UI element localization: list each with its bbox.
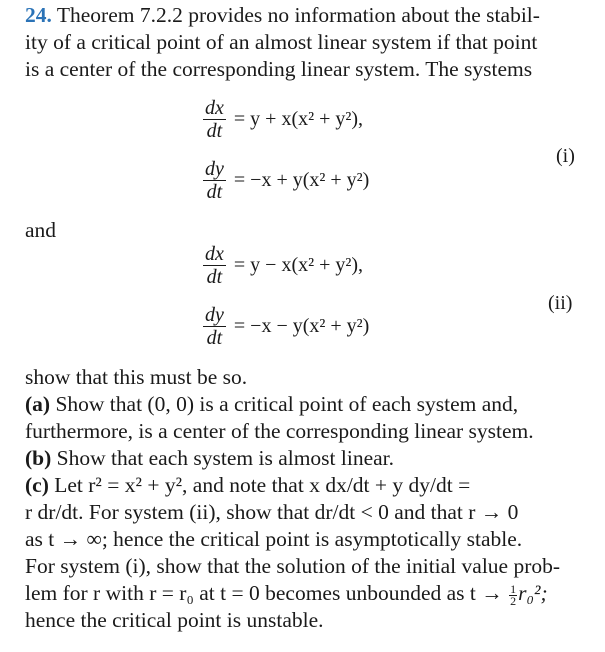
eq-numerator: dy bbox=[205, 304, 224, 326]
show-line: show that this must be so. bbox=[25, 365, 248, 389]
eq-denominator: dt bbox=[206, 266, 223, 288]
eq-denominator: dt bbox=[206, 181, 223, 203]
eq-rhs: = y − x(x² + y²), bbox=[233, 254, 364, 276]
eq-denominator: dt bbox=[206, 327, 223, 349]
system-i-equation-1 bbox=[203, 97, 363, 142]
intro-line-2: ity of a critical point of an almost linear system if that point bbox=[25, 30, 538, 54]
parts-paragraph bbox=[25, 364, 585, 634]
part-c-line-6: hence the critical point is unstable. bbox=[25, 608, 324, 632]
system-ii-equation-2 bbox=[203, 304, 369, 349]
part-c-line-5: lem for r with r = r₀ at t = 0 becomes unbounded as t → bbox=[25, 581, 509, 605]
part-c-line-3: as t → ∞; hence the critical point is asymptotically stable. bbox=[25, 527, 523, 551]
one-half-fraction: $\frac{1}{2}$ bbox=[510, 581, 517, 608]
and-label: and bbox=[25, 218, 57, 242]
part-c-label: (c) bbox=[25, 473, 49, 497]
intro-line-3: is a center of the corresponding linear system. The systems bbox=[25, 57, 533, 81]
problem-number: 24. bbox=[25, 3, 52, 27]
system-i-equation-2 bbox=[203, 158, 369, 203]
part-b-label: (b) bbox=[25, 446, 52, 470]
eq-numerator: dx bbox=[205, 243, 224, 265]
intro-paragraph bbox=[25, 2, 585, 83]
part-c-line-4: For system (i), show that the solution of the initial value prob- bbox=[25, 554, 561, 578]
system-ii-tag: (ii) bbox=[548, 292, 573, 314]
intro-line-1: Theorem 7.2.2 provides no information about the stabil- bbox=[56, 3, 540, 27]
part-a-label: (a) bbox=[25, 392, 51, 416]
part-c-line-1: Let r² = x² + y², and note that x dx/dt + y dy/dt = bbox=[54, 473, 471, 497]
eq-denominator: dt bbox=[206, 120, 223, 142]
eq-numerator: dx bbox=[205, 97, 224, 119]
eq-rhs: = −x + y(x² + y²) bbox=[233, 169, 370, 191]
r0-squared: r₀²; bbox=[518, 581, 548, 605]
part-c-line-2: r dr/dt. For system (ii), show that dr/dt < 0 and that r → 0 bbox=[25, 500, 519, 524]
eq-rhs: = y + x(x² + y²), bbox=[233, 108, 364, 130]
part-a-line-1: Show that (0, 0) is a critical point of each system and, bbox=[55, 392, 519, 416]
system-ii-equation-1 bbox=[203, 243, 363, 288]
eq-numerator: dy bbox=[205, 158, 224, 180]
part-a-line-2: furthermore, is a center of the corresponding linear system. bbox=[25, 419, 534, 443]
eq-rhs: = −x − y(x² + y²) bbox=[233, 315, 370, 337]
system-i-tag: (i) bbox=[556, 145, 575, 167]
part-b-text: Show that each system is almost linear. bbox=[56, 446, 395, 470]
